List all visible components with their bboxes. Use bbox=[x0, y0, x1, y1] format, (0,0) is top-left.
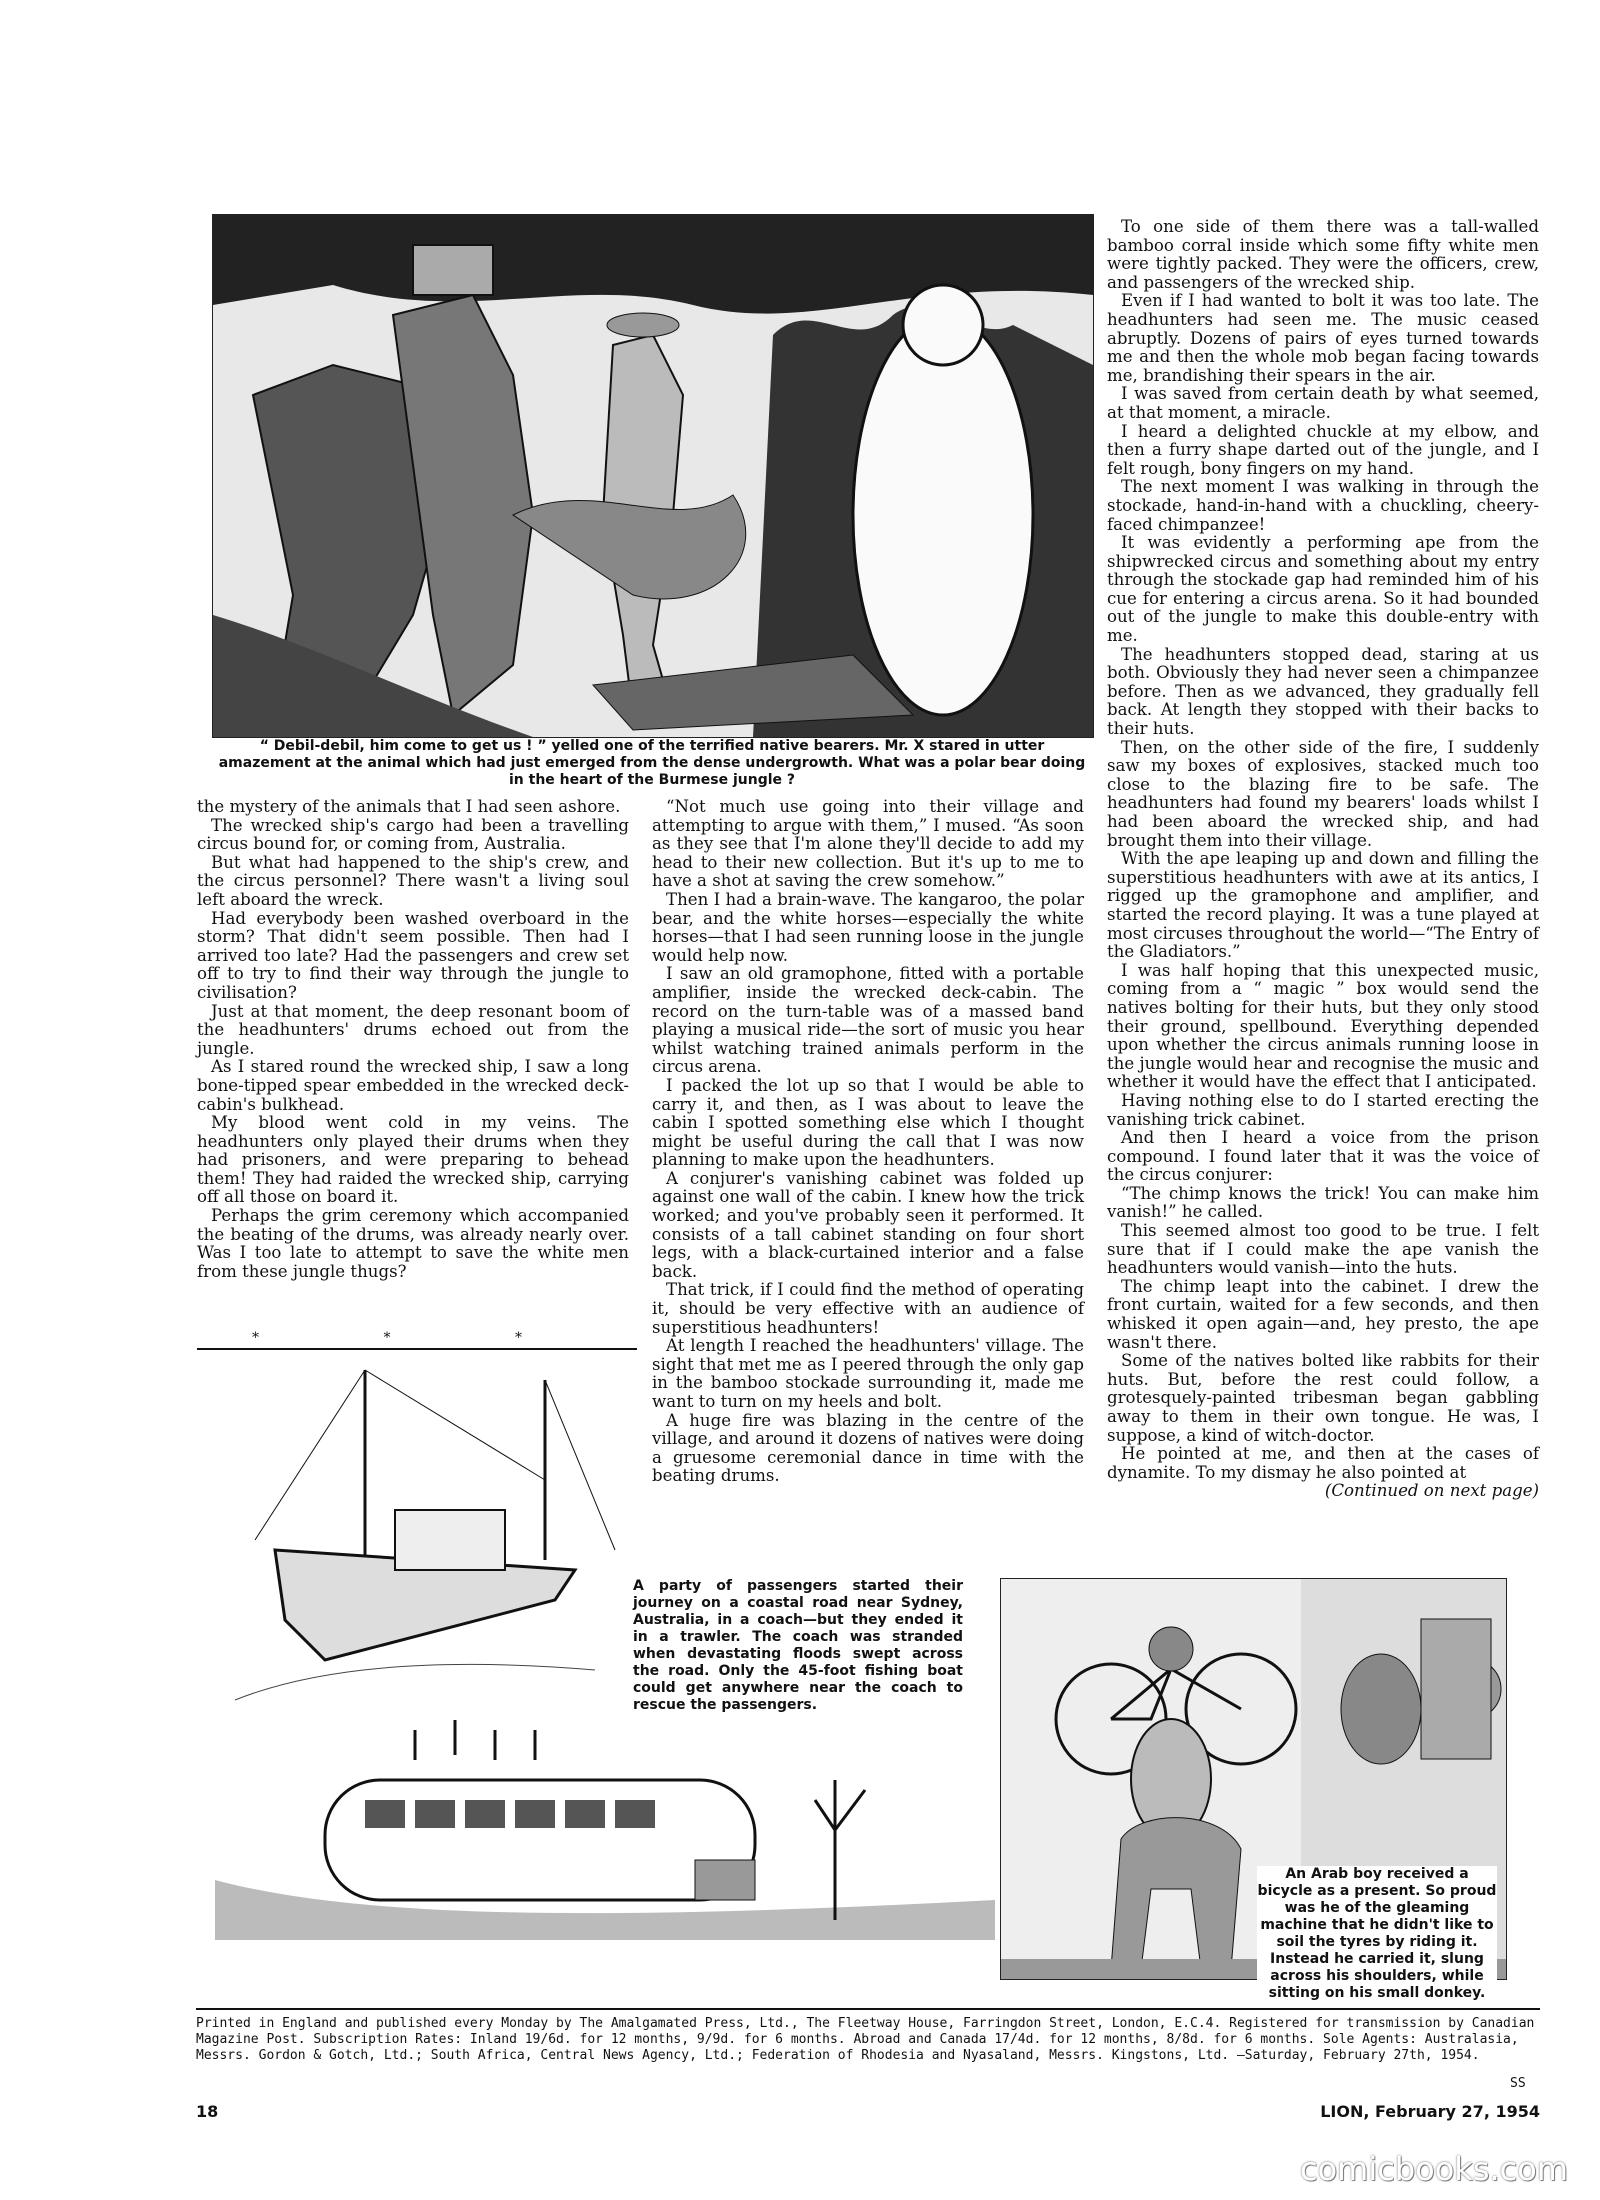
paragraph: To one side of them there was a tall-walled bamboo corral inside which some fifty white men were tightly packed. They were the officers, crew, and passengers of the wrecked ship. bbox=[1107, 217, 1539, 292]
paragraph: Then I had a brain-wave. The kangaroo, the polar bear, and the white horses—especially the white horses—that I had seen running loose in the jungle would help now. bbox=[652, 889, 1084, 965]
paragraph: Some of the natives bolted like rabbits for their huts. But, before the rest could follow, a grotesquely-painted tribesman began gabbling away to them in their own tongue. He was, I suppose, a kind of witch-doctor. bbox=[1107, 1351, 1539, 1445]
paragraph: This seemed almost too good to be true. I felt sure that if I could make the ape vanish the headhunters would vanish—into the huts. bbox=[1107, 1221, 1539, 1278]
coach-caption: A party of passengers started their journey on a coastal road near Sydney, Australia, in a coach—but they ended it in a trawler. The coach was stranded when devastating floods swept across the road. Only the 45-foot fishing boat could get anywhere near the coach to rescue the passengers. bbox=[633, 1578, 963, 1713]
bicycle-caption: An Arab boy received a bicycle as a present. So proud was he of the gleaming machine that he didn't like to soil the tyres by riding it. Instead he carried it, slung across his shoulders, while sitting on his small donkey. bbox=[1257, 1866, 1497, 2001]
paragraph: Then, on the other side of the fire, I suddenly saw my boxes of explosives, stacked much too close to the blazing fire to be safe. The headhunters had found my bearers' loads whilst I had been aboard the wrecked ship, and had brought them into their village. bbox=[1107, 737, 1539, 850]
paragraph: Even if I had wanted to bolt it was too late. The headhunters had seen me. The music ceased abruptly. Dozens of pairs of eyes turned towards me and then the whole mob began facing towards me, brandishing their spears in the air. bbox=[1107, 291, 1539, 385]
paragraph: My blood went cold in my veins. The headhunters only played their drums when they had prisoners, and were preparing to behead them! They had raided the wrecked ship, carrying off all those on board it. bbox=[197, 1113, 629, 1207]
paragraph: But what had happened to the ship's crew, and the circus personnel? There wasn't a living soul left aboard the wreck. bbox=[197, 852, 629, 909]
paragraph: I saw an old gramophone, fitted with a portable amplifier, inside the wrecked deck-cabin. The record on the turn-table was of a massed band playing a musical ride—the sort of music you hear whilst watching trained animals perform in the circus arena. bbox=[652, 964, 1084, 1077]
paragraph: the mystery of the animals that I had seen ashore. bbox=[197, 797, 621, 816]
continued-notice: (Continued on next page) bbox=[1324, 1481, 1539, 1501]
paragraph: Had everybody been washed overboard in the storm? That didn't seem possible. Then had I arrived too late? Had the passengers and crew set off to try to find their way through the jungle to civilisation? bbox=[197, 908, 629, 1002]
paragraph: With the ape leaping up and down and filling the superstitious headhunters with awe at its antics, I rigged up the gramophone and amplifier, and started the record playing. It was a tune played at most circuses throughout the world—“The Entry of the Gladiators.” bbox=[1107, 849, 1539, 962]
section-break-stars: * * * bbox=[252, 1330, 582, 1346]
print-code: SS bbox=[1510, 2076, 1526, 2091]
paragraph: The next moment I was walking in through the stockade, hand-in-hand with a chuckling, cheery-faced chimpanzee! bbox=[1107, 477, 1539, 534]
paragraph: He pointed at me, and then at the cases of dynamite. To my dismay he also pointed at bbox=[1107, 1444, 1539, 1482]
paragraph: The headhunters stopped dead, staring at us both. Obviously they had never seen a chimpanzee before. Then as we advanced, they gradually fell back. At length they stopped with their backs to their huts. bbox=[1107, 644, 1539, 739]
imprint-notice: Printed in England and published every Monday by The Amalgamated Press, Ltd., The Fleetway House, Farringdon Street, London, E.C.4. Registered for transmission by Canadian Magazine Post. Subscription Rates: Inland 19/6d. for 12 months, 9/9d. for 6 months. Abroad and Canada 17/4d. for 12 months, 8/8d. for 6 months. Sole Agents: Australasia, Messrs. Gordon & Gotch, Ltd.; South Africa, Central News Agency, Ltd.; Federation of Rhodesia and Nyasaland, Messrs. Kingstons, Ltd. —Saturday, February 27th, 1954. bbox=[196, 2016, 1535, 2063]
paragraph: The chimp leapt into the cabinet. I drew the front curtain, waited for a few seconds, and then whisked it open again—and, hey presto, the ape wasn't there. bbox=[1107, 1276, 1539, 1352]
paragraph: As I stared round the wrecked ship, I saw a long bone-tipped spear embedded in the wrecked deck-cabin's bulkhead. bbox=[197, 1057, 629, 1114]
top-illustration-caption: “ Debil-debil, him come to get us ! ” yelled one of the terrified native bearers. Mr. X stared in utter amazement at the animal which had just emerged from the dense undergrowth. What was a polar bear doing in the heart of the Burmese jungle ? bbox=[218, 738, 1086, 788]
paragraph: “Not much use going into their village and attempting to argue with them,” I mused. “As soon as they see that I'm alone they'll decide to add my head to their new collection. But it's up to me to have a shot at saving the crew somehow.” bbox=[652, 797, 1084, 891]
paragraph: Perhaps the grim ceremony which accompanied the beating of the drums, was already nearly over. Was I too late to attempt to save the white men from these jungle thugs? bbox=[197, 1206, 629, 1281]
paragraph: At length I reached the headhunters' village. The sight that met me as I peered through the only gap in the bamboo stockade surrounding it, made me want to turn on my heels and bolt. bbox=[652, 1336, 1084, 1411]
site-watermark: comicbooks.com bbox=[1300, 2150, 1569, 2188]
paragraph: I was half hoping that this unexpected music, coming from a “ magic ” box would send the natives bolting for their huts, but they only stood their ground, spellbound. Everything depended upon whether the circus animals running loose in the jungle would hear and recognise the music and whether it would have the effect that I anticipated. bbox=[1107, 960, 1539, 1092]
story-column-1 bbox=[197, 798, 629, 1281]
paragraph: The wrecked ship's cargo had been a travelling circus bound for, or coming from, Australia. bbox=[197, 815, 629, 854]
paragraph: It was evidently a performing ape from the shipwrecked circus and something about my entry through the stockade gap had reminded him of his cue for entering a circus arena. So it had bounded out of the jungle to make this double-entry with me. bbox=[1107, 533, 1539, 646]
section-divider bbox=[197, 1348, 637, 1350]
page-number: 18 bbox=[196, 2102, 219, 2121]
story-column-3 bbox=[1107, 218, 1539, 1501]
paragraph: I packed the lot up so that I would be able to carry it, and then, as I was about to leave the cabin I spotted something else which I thought might be useful during the call that I was now planning to make upon the headhunters. bbox=[652, 1075, 1084, 1170]
paragraph: “The chimp knows the trick! You can make him vanish!” he called. bbox=[1107, 1183, 1539, 1222]
issue-date: LION, February 27, 1954 bbox=[1320, 2102, 1540, 2121]
paragraph: Just at that moment, the deep resonant boom of the headhunters' drums echoed out from the jungle. bbox=[197, 1001, 629, 1058]
jungle-polar-bear-illustration bbox=[212, 214, 1094, 738]
paragraph: Having nothing else to do I started erecting the vanishing trick cabinet. bbox=[1107, 1090, 1539, 1129]
paragraph: I heard a delighted chuckle at my elbow, and then a furry shape darted out of the jungle, and I felt rough, bony fingers on my hand. bbox=[1107, 421, 1539, 478]
paragraph: That trick, if I could find the method of operating it, should be very effective with an audience of superstitious headhunters! bbox=[652, 1280, 1084, 1337]
paragraph: A huge fire was blazing in the centre of the village, and around it dozens of natives were doing a gruesome ceremonial dance in time with the beating drums. bbox=[652, 1410, 1084, 1486]
footer-rule bbox=[196, 2008, 1540, 2010]
paragraph: A conjurer's vanishing cabinet was folded up against one wall of the cabin. I knew how the trick worked; and you've probably seen it performed. It consists of a tall cabinet standing on four short legs, with a black-curtained interior and a false back. bbox=[652, 1168, 1084, 1281]
paragraph: I was saved from certain death by what seemed, at that moment, a miracle. bbox=[1107, 384, 1539, 422]
paragraph: And then I heard a voice from the prison compound. I found later that it was the voice of the circus conjurer: bbox=[1107, 1128, 1539, 1185]
